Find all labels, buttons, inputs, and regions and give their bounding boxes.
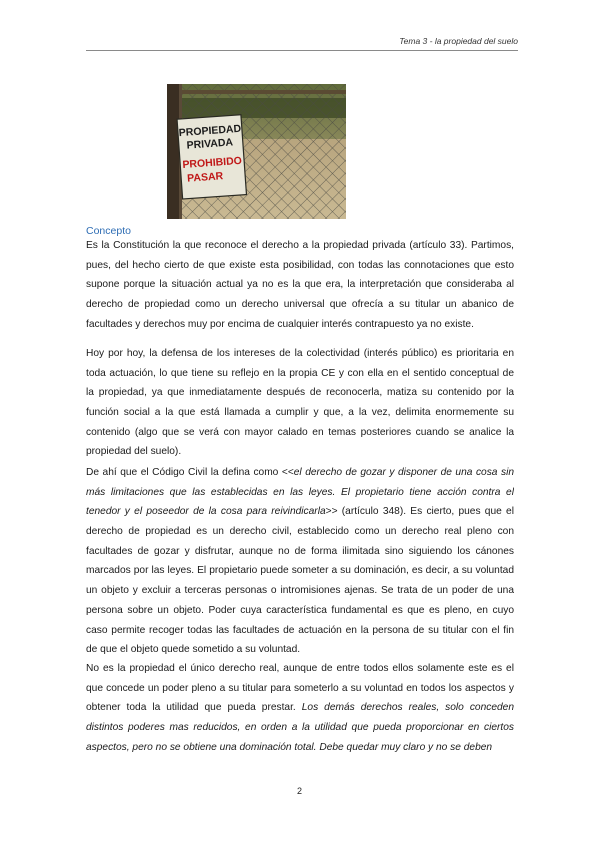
paragraph-line: No es la propiedad el único derecho real, aunque de entre todos ellos solamente este es el bbox=[86, 663, 514, 674]
text-run: obtener toda la utilidad que pueda prestar. bbox=[86, 702, 302, 714]
paragraph-line: caso permite recoger todas las facultades de actuación en la persona de su titular con el fin bbox=[86, 624, 514, 636]
fence-sign-photo bbox=[167, 84, 346, 219]
sign-text-4: PASAR bbox=[186, 170, 224, 185]
section-heading: Concepto bbox=[86, 225, 131, 237]
paragraph-line: persona sobre un objeto. Poder cuya característica fundamental es que es pleno, en cuyo bbox=[86, 604, 514, 616]
running-header bbox=[86, 36, 518, 51]
paragraph-line: toda actuación, lo que tiene su reflejo en la propia CE y con ella en el sentido conceptual de bbox=[86, 367, 514, 379]
page-number: 2 bbox=[296, 786, 302, 796]
paragraph-line: propiedad del suelo). bbox=[86, 446, 182, 458]
paragraph-line: de que el objeto quede sometido a su voluntad. bbox=[86, 644, 301, 656]
running-title: Tema 3 - la propiedad del suelo bbox=[399, 36, 518, 46]
paragraph-1 bbox=[86, 236, 514, 334]
paragraph-2 bbox=[86, 344, 514, 462]
sign-text-2: PRIVADA bbox=[186, 136, 234, 152]
paragraph-line: marcados por las leyes. El propietario puede someter a su dominación, es decir, a su voluntad bbox=[86, 565, 514, 577]
paragraph-line: que concede un poder pleno a su titular para someterlo a su voluntad en todos los aspectos y bbox=[86, 682, 514, 694]
paragraph-line: facultades y derechos muy por encima de cualquier interés contrapuesto ya no existe. bbox=[86, 318, 474, 330]
paragraph-line: Hoy por hoy, la defensa de los intereses de la colectividad (interés público) es prioritaria en bbox=[86, 348, 514, 359]
paragraph-line: contenido (algo que se verá con mayor calado en temas posteriores cuando se analice la bbox=[86, 426, 514, 438]
paragraph-line: pues, del hecho cierto de que existe esta posibilidad, con todas las connotaciones que esto bbox=[86, 259, 514, 271]
fence-sign-illustration bbox=[167, 84, 346, 219]
paragraph-3 bbox=[86, 463, 514, 660]
paragraph-line bbox=[86, 718, 514, 738]
italic-run: tenedor y el poseedor de la cosa para reivindicarla bbox=[86, 506, 326, 518]
text-run: >> (artículo 348). Es cierto, pues que el bbox=[325, 506, 514, 518]
italic-run: el derecho de gozar y disponer de una cosa sin bbox=[293, 467, 514, 478]
sign-text-1: PROPIEDAD bbox=[178, 122, 242, 140]
paragraph-line: Es la Constitución la que reconoce el derecho a la propiedad privada (artículo 33). Partimos, bbox=[86, 240, 514, 251]
paragraph-line bbox=[86, 463, 514, 483]
paragraph-line bbox=[86, 502, 514, 522]
paragraph-line: la propiedad, ya que inmediatamente después de reconocerla, matiza su contenido por la bbox=[86, 387, 514, 399]
paragraph-line: derecho de propiedad es un derecho civil, establecido como un derecho real pleno con bbox=[86, 526, 514, 538]
italic-run: Los demás derechos reales, solo conceden bbox=[301, 702, 514, 714]
paragraph-line: supone porque la situación actual ya no es la que era, la interpretación que consideraba al bbox=[86, 279, 514, 291]
paragraph-line: facultades de gozar y disfrutar, aunque no de forma ilimitada sino siguiendo los cánones bbox=[86, 545, 514, 557]
italic-run: distintos poderes mas reducidos, en orden a la utilidad que pueda proporcionar en ciertos bbox=[86, 722, 514, 734]
paragraph-line bbox=[86, 483, 514, 503]
paragraph-line bbox=[86, 698, 514, 718]
sign-text-3: PROHIBIDO bbox=[182, 154, 243, 171]
italic-run: más limitaciones que las establecidas en las leyes. El propietario tiene acción contra el bbox=[86, 486, 514, 498]
paragraph-line: derecho de propiedad como un derecho universal que ofrecía a su titular un abanico de bbox=[86, 299, 514, 311]
paragraph-line: función social a la que está llamada a cumplir y que, a la vez, delimita enormemente su bbox=[86, 407, 514, 419]
paragraph-line bbox=[86, 738, 514, 758]
paragraph-line: un objeto y excluir a terceras personas o intromisiones ajenas. Se trata de un poder de una bbox=[86, 585, 514, 597]
text-run: De ahí que el Código Civil la defina como << bbox=[86, 467, 294, 478]
paragraph-4 bbox=[86, 659, 514, 757]
italic-run: aspectos, pero no se obtiene una dominación total. Debe quedar muy claro y no se deben bbox=[86, 741, 493, 753]
